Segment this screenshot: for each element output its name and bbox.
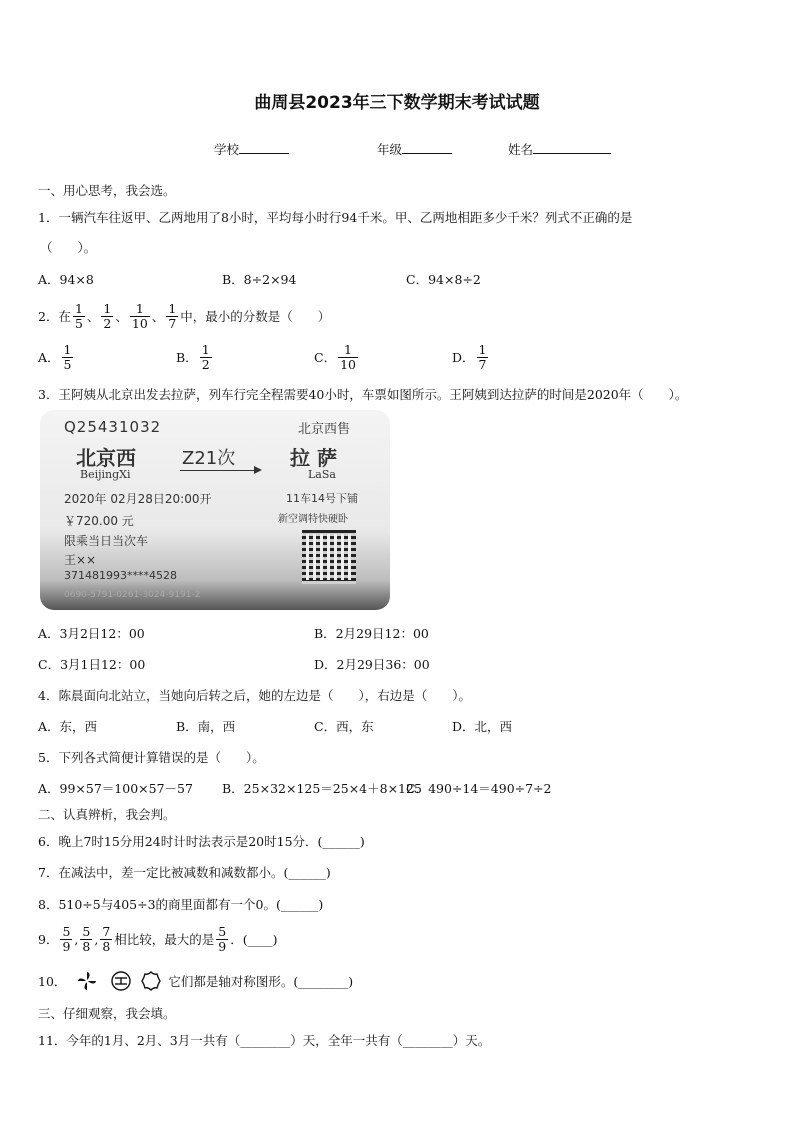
section-3-heading: 三、仔细观察，我会填。 — [38, 1006, 176, 1021]
ticket-serial: 0690-5791-0261-3024-9191-2 — [64, 590, 201, 600]
q1-option-b[interactable]: B．8÷2×94 — [222, 272, 297, 287]
ticket-to-pinyin: LaSa — [308, 468, 336, 481]
grade-label: 年级 — [377, 142, 403, 157]
page-title: 曲周县2023年三下数学期末考试试题 — [254, 93, 540, 113]
school-label: 学校 — [214, 142, 240, 157]
ticket-train: Z21次 — [182, 448, 236, 469]
name-field — [508, 140, 611, 158]
ticket-datetime: 2020年 02月28日20:00开 — [64, 492, 212, 506]
arrow-right-icon — [180, 470, 260, 471]
fraction: $\frac{1}{10}$ — [340, 342, 356, 372]
flower-outline-icon — [140, 970, 162, 992]
section-2-heading: 二、认真辨析，我会判。 — [38, 807, 176, 822]
q3-option-b[interactable]: B．2月29日12：00 — [314, 626, 429, 641]
qr-code-icon — [302, 530, 356, 584]
fraction: $\frac{1}{5}$ — [63, 342, 72, 372]
q3-stem: 3．王阿姨从北京出发去拉萨，列车行完全程需要40小时，车票如图所示。王阿姨到达拉萨的时间是2020年（ ）。 — [38, 387, 688, 402]
train-ticket-image — [40, 410, 390, 610]
q9: 9． $\frac{5}{9}$ , $\frac{5}{8}$ , $\frac{7}{8}$ 相比较，最大的是 $\frac{5}{9}$ ．(____) — [38, 924, 278, 954]
ticket-station-tag: 北京西售 — [298, 422, 351, 437]
q5-option-b[interactable]: B．25×32×125＝25×4＋8×125 — [222, 781, 422, 796]
name-label: 姓名 — [508, 142, 534, 157]
q4-option-c[interactable]: C．西，东 — [314, 719, 374, 734]
ticket-id: 371481993****4528 — [64, 569, 177, 582]
q3-option-d[interactable]: D．2月29日36：00 — [314, 657, 430, 672]
fraction: $\frac{1}{7}$ — [478, 342, 487, 372]
q5-option-a[interactable]: A．99×57＝100×57－57 — [38, 781, 193, 796]
fraction: $\frac{5}{9}$ — [62, 924, 71, 954]
ticket-limit: 限乘当日当次车 — [64, 534, 149, 548]
ticket-seat: 11车14号下铺 — [286, 492, 358, 505]
q2-suffix: 中，最小的分数是（ ） — [180, 309, 331, 324]
q4-stem: 4．陈晨面向北站立，当她向后转之后，她的左边是（ ），右边是（ ）。 — [38, 688, 471, 703]
q1-option-c[interactable]: C．94×8÷2 — [406, 272, 481, 287]
q9-tail: ．(____) — [230, 932, 278, 947]
q2-option-b[interactable]: B． $\frac{1}{2}$ — [176, 342, 210, 372]
q8: 8．510÷5与405÷3的商里面都有一个0。(______) — [38, 897, 324, 912]
q5-stem: 5．下列各式简便计算错误的是（ ）。 — [38, 750, 265, 765]
q4-option-a[interactable]: A．东，西 — [38, 719, 98, 734]
q7: 7．在减法中，差一定比被减数和减数都小。(______) — [38, 865, 331, 880]
fraction: $\frac{1}{10}$ — [131, 301, 148, 331]
ticket-from: 北京西 — [76, 446, 136, 470]
separator: 、 — [151, 309, 165, 324]
q11: 11．今年的1月、2月、3月一共有（________）天，全年一共有（________）天。 — [38, 1033, 491, 1048]
fraction: $\frac{1}{5}$ — [74, 301, 83, 331]
ticket-type: 新空调特快硬卧 — [278, 514, 348, 525]
ticket-code: Q25431032 — [64, 418, 162, 436]
q2-prefix: 2．在 — [38, 309, 71, 324]
ticket-passenger: 王×× — [64, 553, 97, 567]
q2-option-c[interactable]: C． $\frac{1}{10}$ — [314, 342, 356, 372]
q5-option-c[interactable]: C．490÷14＝490÷7÷2 — [406, 781, 552, 796]
grade-field — [377, 140, 452, 158]
ticket-from-pinyin: BeijingXi — [80, 468, 131, 481]
fraction: $\frac{7}{8}$ — [102, 924, 111, 954]
fraction: $\frac{5}{9}$ — [218, 924, 227, 954]
q10 — [38, 968, 353, 994]
q6: 6．晚上7时15分用24时计时法表示是20时15分．(______) — [38, 834, 365, 849]
ticket-price: ￥720.00 元 — [64, 514, 134, 528]
fraction: $\frac{1}{2}$ — [103, 301, 112, 331]
section-1-heading: 一、用心思考，我会选。 — [38, 183, 176, 198]
separator: 、 — [115, 309, 128, 324]
fraction: $\frac{5}{8}$ — [82, 924, 91, 954]
ticket-to: 拉 萨 — [290, 446, 337, 470]
circle-equals-icon — [110, 970, 132, 992]
q2-option-d[interactable]: D． $\frac{1}{7}$ — [452, 342, 487, 372]
fraction: $\frac{1}{7}$ — [168, 301, 177, 331]
q9-middle-text: 相比较，最大的是 — [114, 932, 215, 947]
q1-stem: 1．一辆汽车往返甲、乙两地用了8小时，平均每小时行94千米。甲、乙两地相距多少千米？列式不正确的是 — [38, 210, 633, 225]
q3-option-c[interactable]: C．3月1日12：00 — [38, 657, 146, 672]
q10-text: 它们都是轴对称图形。(________) — [168, 974, 354, 989]
fraction: $\frac{1}{2}$ — [201, 342, 210, 372]
q4-option-b[interactable]: B．南，西 — [176, 719, 236, 734]
q2-option-a[interactable]: A． $\frac{1}{5}$ — [38, 342, 72, 372]
q1-stem-tail: （ ）。 — [40, 240, 97, 255]
separator: 、 — [86, 309, 100, 324]
q1-option-a[interactable]: A．94×8 — [38, 272, 94, 287]
q4-option-d[interactable]: D．北，西 — [452, 719, 513, 734]
q10-number: 10． — [38, 974, 67, 989]
q9-number: 9． — [38, 932, 59, 947]
q2-stem — [38, 296, 330, 336]
school-field — [214, 140, 289, 158]
pinwheel-icon — [76, 970, 98, 992]
q3-option-a[interactable]: A．3月2日12：00 — [38, 626, 145, 641]
